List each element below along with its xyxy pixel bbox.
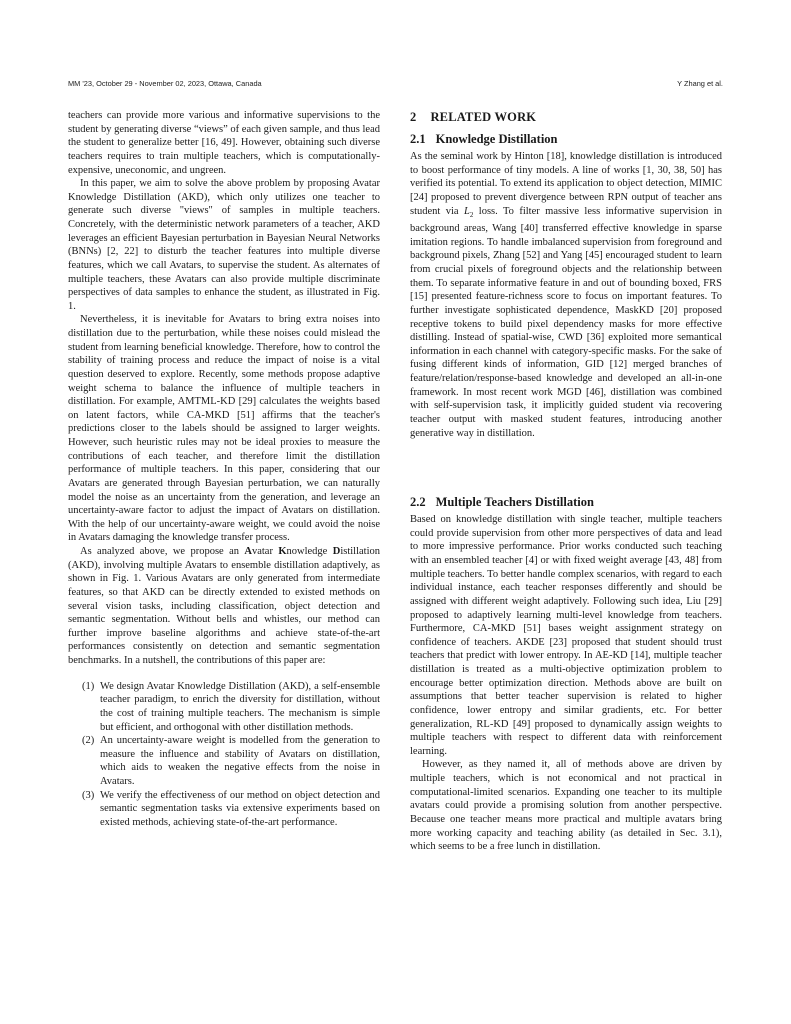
paragraph-mtd: Based on knowledge distillation with single teacher, multiple teachers could provide supervision from other more perspectives of data and lead to more impressive performance. Prior works conducted such teaching with an ensembled teacher [4] or with fixed weight average [43, 48] from multiple teachers. To better handle complex scenarios, with regard to each individual instance, each teacher responses differently and should be assigned with different weight adaptively. Following such idea, Liu [29] proposed to adaptively learning multi-level knowledge from teachers. Furthermore, CA-MKD [51] bases weight assignment strategy on confidence of teachers. AKDE [23] proposed that student should trust teachers that predict with lower entropy. In AE-KD [14], multiple teacher distillation is treated as a multi-objective optimization problem to encourage better optimization direction. Methods above are built on assumptions that better teacher supervision is related to higher confidence, lower entropy and similar gradients, etc. For better generalization, RL-KD [49] proposed to dynamically assign weights to multiple teachers with respect to different data with reinforcement learning.: [410, 514, 722, 757]
paragraph-proposal: As analyzed above, we propose an Avatar Knowledge Distillation (AKD), involving multiple Avatars to ensemble distillation adaptively, as shown in Fig. 1. Various Avatars are only generated from intermediate features, so that AKD can be directly extended to existed methods on several vision tasks, including classification, object detection and semantic segmentation. Without bells and whistles, our method can further improve baseline algorithms and achieve state-of-the-art performances consistently on detection and semantic segmentation benchmarks. In a nutshell, the contributions of this paper are:: [68, 546, 380, 666]
running-header: [68, 79, 723, 91]
paragraph-continued: teachers can provide more various and informative supervisions to the student by generating diverse “views” of each given sample, and thus lead the student to generalize better [16, 49]. However, obtaining such diverse teachers requires to train multiple teachers, which is computationally-expensive, uneconomic, and ungreen.: [68, 110, 380, 176]
list-item: (2) An uncertainty-aware weight is modelled from the generation to measure the influence and stability of Avatars on distillation, which aids to weaken the negative effects from the noise in Avatars.: [82, 735, 380, 787]
paragraph-akd-intro: In this paper, we aim to solve the above problem by proposing Avatar Knowledge Distillation (AKD), which only utilizes one teacher to generate such diverse "views" of samples in multiple teachers. Concretely, with the deterministic network parameters of a teacher, AKD leverages an efficient Bayesian perturbation in Bayesian Neural Networks (BNNs) [2, 22] to disturb the teacher features into multiple diverse features, which we call Avatars, to supervise the student. As alternates of multiple teachers, these Avatars can also provide multiple discriminate perspectives of data samples to enhance the student, as illustrated in Fig. 1.: [68, 178, 380, 312]
paragraph-kd: As the seminal work by Hinton [18], knowledge distillation is introduced to boost performance of tiny models. A line of works [1, 30, 38, 50] has verified its potential. To extend its application to object detection, MIMIC [24] proposed to prevent divergence between RPN output of teacher ans student via $L_2$ loss. To filter massive less informative supervision in background areas, Wang [40] transferred effective knowledge in sparse imitation regions. To handle imbalanced supervision from foreground and background pixels, Zhang [52] and Yang [45] encouraged student to learn from crucial pixels of foreground objects and the relationship between them. To separate informative feature in and out of bounding boxed, FRS [15] presented feature-richness score to focus on important features. To further investigate sophisticated dependence, MaskKD [20] proposed receptive tokens to build pixel dependency masks for more effective distilling. Instead of spatial-wise, CWD [36] exploited more semantical information in each channel with category-specific masks. For the sake of fusing different kinds of information, GID [12] merged branches of feature/relation/response-based knowledge and developed an all-in-one framework. In most recent work MGD [46], distillation was combined with self-supervision task, it implicitly guided student via recovering teacher output with masked student features, introducing another generative way in distillation.: [410, 151, 722, 439]
right-column: [410, 109, 722, 854]
left-column: [68, 109, 380, 830]
subsection-heading-kd: 2.1 Knowledge Distillation: [410, 132, 558, 146]
section-heading: 2 RELATED WORK: [410, 110, 537, 124]
header-venue: MM '23, October 29 - November 02, 2023, Ottawa, Canada: [68, 79, 262, 88]
paragraph-noise: Nevertheless, it is inevitable for Avatars to bring extra noises into distillation due to the perturbation, while these noises could mislead the student from learning beneficial knowledge. Therefore, how to control the stability of training process and reduce the impact of noise is a vital question deserved to explore. Recently, some methods propose adaptive weight schema to balance the influence of multiple teachers in distillation. For example, AMTML-KD [29] calculates the weights based on latent factors, while CA-MKD [51] affirms that the teacher's predictions closer to the labels should be assigned to larger weights. However, such heuristic rules may not be ideal proxies to measure the contributions of each teacher, and therefore limit the distillation performance of multiple teachers. In this paper, considering that our Avatars are generated through Bayesian perturbation, we can naturally model the noise as an uncertainty from the generation, and leverage an uncertainty-aware factor to adjust the impact of Avatars on distillation. With the help of our uncertainty-aware weight, we could avoid the noise in Avatars damaging the knowledge transfer process.: [68, 314, 380, 544]
contributions-list: [68, 680, 380, 830]
subsection-heading-mtd: 2.2 Multiple Teachers Distillation: [410, 495, 594, 510]
paragraph-avatars: However, as they named it, all of methods above are driven by multiple teachers, which is not economical and not practical in computational-limited scenarios. Expanding one teacher to its multiple avatars could provide a promising solution from another perspective. Because one teacher means more practical and multiple avatars bring more working capacity and teaching ability (as detailed in Sec. 3.1), which seems to be a free lunch in distillation.: [410, 759, 722, 853]
header-authors: Y Zhang et al.: [677, 79, 723, 88]
list-item: (1) We design Avatar Knowledge Distillation (AKD), a self-ensemble teacher paradigm, to enrich the diversity for distillation, without the cost of training multiple teachers. The mechanism is simple but efficient, and orthogonal with other distillation methods.: [82, 680, 380, 733]
list-item: (3) We verify the effectiveness of our method on object detection and semantic segmentation tasks via extensive experiments based on existed methods, achieving state-of-the-art performance.: [82, 789, 380, 828]
